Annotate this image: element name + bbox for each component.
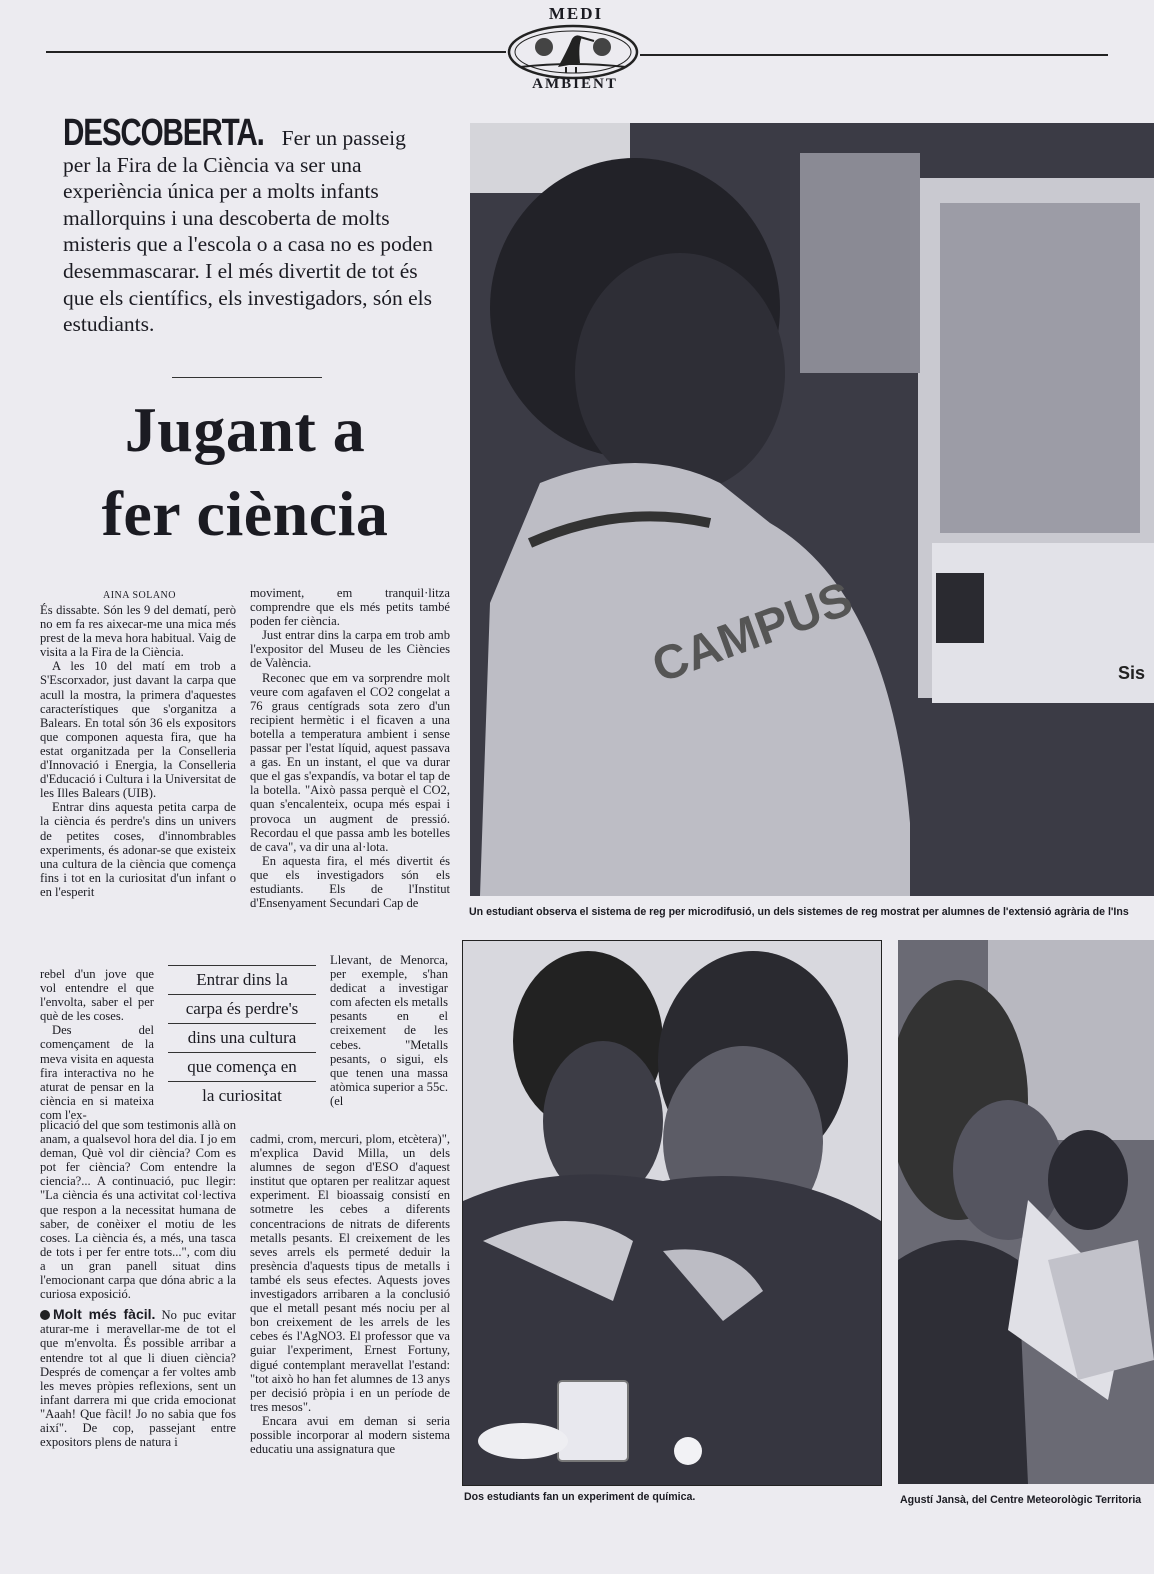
byline: AINA SOLANO — [103, 590, 176, 601]
pull-quote-line: la curiositat — [202, 1086, 282, 1105]
paragraph: cadmi, crom, mercuri, plom, etcètera)", m'explica David Milla, un dels alumnes de segon d'ESO d'aquest institut que optaren per realitzar aquest experiment. El bioassaig consistí en sotmetre les cebes a diferents concentracions de nitrats de diferents metalls pesants. El creixement de les seves arrels els permeté deduir la presència d'aquests tipus de metalls i també els seus efectes. Aquests joves investigadors arribaren a la conclusió que el metall pesant més nociu per al bon creixement de les arrels de les cebes és l'AgNO3. El professor que va guiar l'experiment, Ernest Fortuny, digué contemplant meravellat l'estand: "tot això ho han fet alumnes de 13 anys per decisió pròpia i en un període de tres mesos". — [250, 1132, 450, 1414]
subhead-paragraph — [40, 1307, 236, 1449]
paragraph: En aquesta fira, el més divertit és que els investigadors són els estudiants. Els de l'Institut d'Ensenyament Secundari Cap de — [250, 853, 450, 911]
article-column-2-top — [250, 586, 450, 910]
paragraph: Entrar dins aquesta petita carpa de la ciència és perdre's dins un univers de petites coses, d'innombrables experiments, és adonar-se que existeix una cultura de la ciència que comença fins i tot en la curiositat d'un infant o en l'esperit — [40, 800, 236, 899]
paragraph-text: No puc evitar aturar-me i meravellar-me de tot el que m'envolta. És possible arribar a entendre tot al que li diuen ciència? Després de començar a fer voltes amb les meves pròpies reflexions, sent un infant darrera mi que crida emocionat "Aaah! Que fàcil! Jo no sabia que fos així". De cop, passejant entre expositors plens de natura i — [40, 1308, 237, 1450]
photo-meteorology-stand — [898, 940, 1154, 1484]
article-column-1-top — [40, 603, 236, 899]
photo-caption: Dos estudiants fan un experiment de química. — [464, 1491, 696, 1503]
stork-emblem-icon — [506, 23, 640, 81]
photo-caption: Un estudiant observa el sistema de reg per microdifusió, un dels sistemes de reg mostrat per alumnes de l'extensió agrària de l'Ins — [469, 906, 1129, 918]
masthead-rule-right — [640, 54, 1108, 56]
svg-text:CAMPUS: CAMPUS — [645, 572, 860, 694]
intro-text: Fer un passeig per la Fira de la Ciència va ser una experiència única per a molts infants mallorquins i una descoberta de molts misteris que a l'escola o a casa no es poden desemmascarar. I el més divertit de tot és que els científics, els investigadors, són els estudiants. — [63, 126, 433, 337]
section-label-bottom: AMBIENT — [532, 76, 618, 92]
headline — [40, 388, 450, 556]
subhead: Molt més fàcil. — [53, 1306, 156, 1323]
paragraph: Des del començament de la meva visita en aquesta fira interactiva no he aturat de pensar en la ciència en si mateixa com l'ex- — [40, 1023, 154, 1122]
photo-illustration — [470, 123, 1154, 896]
photo-student-irrigation — [470, 123, 1154, 896]
intro-kicker: DESCOBERTA. — [63, 112, 264, 154]
photo-illustration — [463, 941, 881, 1485]
pull-quote-line: dins una cultura — [168, 1024, 316, 1053]
headline-line-2: fer ciència — [101, 478, 389, 549]
photo-illustration — [898, 940, 1154, 1484]
paragraph: Llevant, de Menorca, per exemple, s'han dedicat a investigar com afecten els metalls pesants en el creixement de les cebes. "Metalls pesants, o sigui, els que tenen una massa atòmica superior a 55c. (el — [330, 953, 448, 1108]
headline-divider — [172, 377, 322, 378]
paragraph: moviment, em tranquil·litza comprendre que els més petits també poden fer ciència. — [250, 586, 450, 629]
bullet-icon — [40, 1310, 50, 1320]
paragraph: És dissabte. Són les 9 del dematí, però no em fa res aixecar-me una mica més prest de la meva hora habitual. Vaig de visita a la Fira de la Ciència. — [40, 603, 236, 660]
pull-quote-line: que comença en — [168, 1053, 316, 1082]
photo-sign-text: Sis — [1118, 663, 1146, 683]
section-label-top: MEDI — [548, 4, 604, 23]
paragraph: plicació del que som testimonis allà on anam, a qualsevol hora del dia. I jo em deman, Què vol dir ciència? Com es pot fer ciència? Com entendre la ciencia?... A continuació, puc llegir: "La ciència és una activitat col·lectiva que respon a la necessitat humana de saber, de conèixer el motiu de les coses. La ciència és, a més, una tasca de tots i per fer entre tots...", com diu a un gran panell situat dins l'emocionant carpa que dóna abric a la curiosa exposició. — [40, 1118, 236, 1302]
article-column-1-bottom — [40, 1118, 236, 1449]
masthead-rule-left — [46, 51, 506, 53]
intro-standfirst — [63, 112, 433, 338]
paragraph: rebel d'un jove que vol entendre el que l'envolta, saber el per què de les coses. — [40, 967, 154, 1024]
pull-quote-line: carpa és perdre's — [168, 995, 316, 1024]
photo-caption: Agustí Jansà, del Centre Meteorològic Territoria — [900, 1494, 1142, 1506]
article-column-1-narrow — [40, 967, 154, 1122]
paragraph: Reconec que em va sorprendre molt veure com agafaven el CO2 congelat a 76 graus centígrads sota zero d'un recipient hermètic i el ficaven a una botella a temperatura ambient i sense passar per l'estat líquid, aquest passava a gas. En un instant, el que va durar que el gas s'expandís, va botar el tap de la botella. "Això passa perquè el CO2, quan s'encalenteix, ocupa més espai i provoca un augment de pressió. Recordau el que passa amb les botelles de cava", va dir una al·lota. — [250, 670, 450, 854]
article-column-2-bottom — [250, 1132, 450, 1456]
headline-line-1: Jugant a — [124, 394, 366, 465]
pull-quote — [168, 965, 316, 1110]
photo-chemistry-experiment — [462, 940, 882, 1486]
pull-quote-line: Entrar dins la — [168, 965, 316, 995]
paragraph: A les 10 del matí em trob a S'Escorxador, just davant la carpa que acull la mostra, la primera d'aquestes característiques que s'organitza a Balears. En total són 36 els expositors que componen aquesta fira, que ha estat organitzada per la Conselleria d'Innovació i Energia, la Conselleria d'Educació i Cultura i la Universitat de les Illes Balears (UIB). — [40, 659, 237, 801]
paragraph: Just entrar dins la carpa em trob amb l'expositor del Museu de les Ciències de València. — [250, 628, 450, 671]
article-column-2-narrow — [330, 953, 448, 1108]
paragraph: Encara avui em deman si seria possible incorporar al modern sistema educatiu una assignatura que — [250, 1413, 450, 1457]
